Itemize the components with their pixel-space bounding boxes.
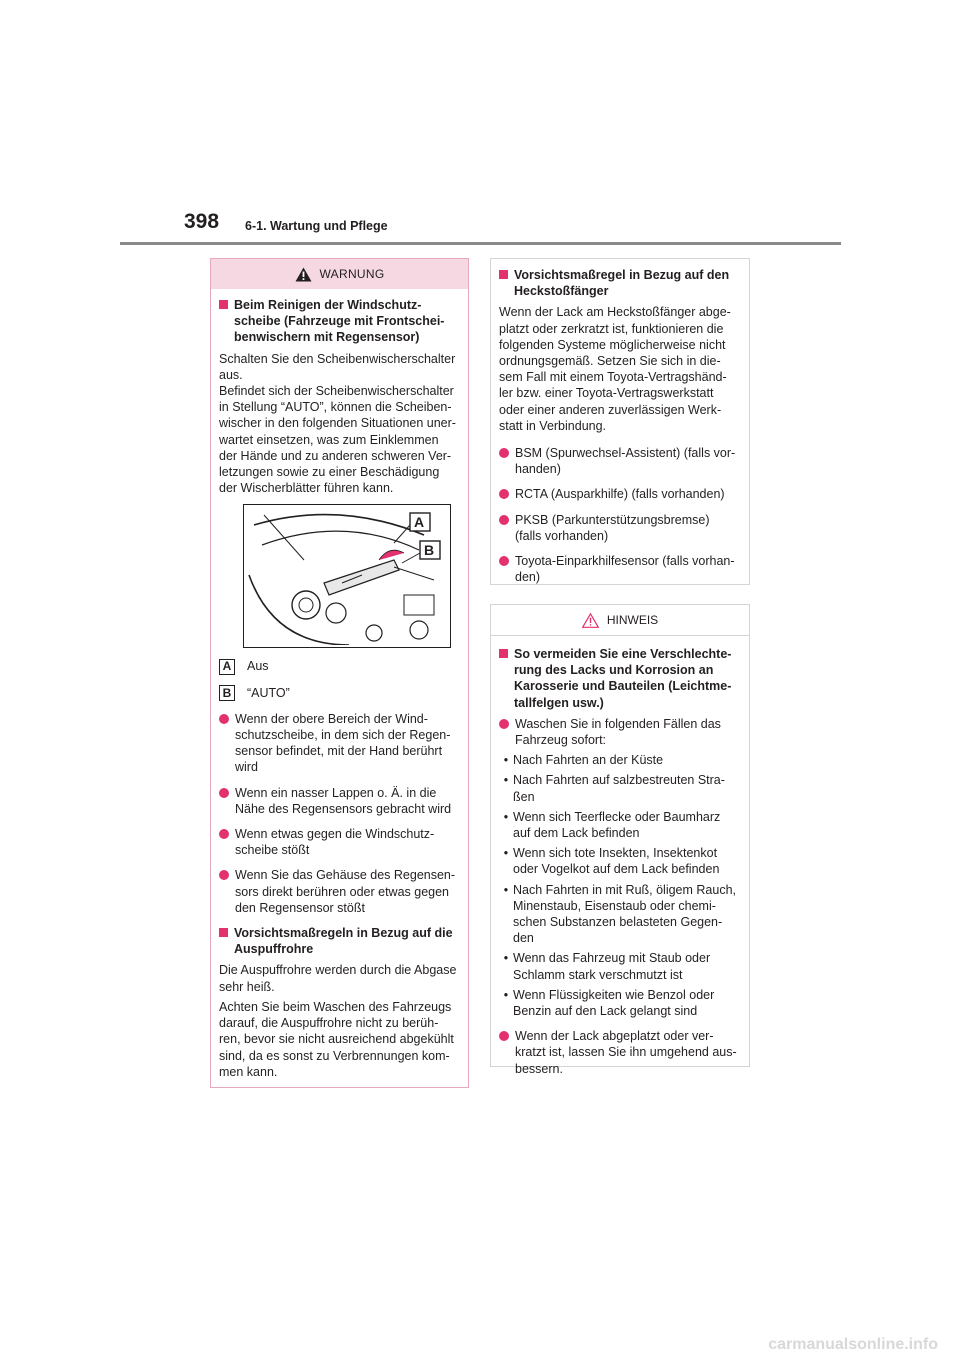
legend-b — [219, 685, 458, 701]
sub-bullet: • — [503, 987, 509, 1002]
paragraph: Wenn der Lack am Heckstoßfänger abge-platzt oder zerkratzt ist, funktionieren die folgenden Systeme möglicherweise nicht ordnungsgemäß. Setzen Sie sich in die-sem Fall mit einem Toyota-Vertragshänd-ler bzw. einer Toyota-Vertragswerkstatt oder einer anderen zuverlässigen Werk-statt in Verbindung. — [499, 305, 731, 433]
sub-bullet: • — [503, 773, 509, 788]
list-item-text: PKSB (Parkunterstützungsbremse) (falls vorhanden) — [515, 512, 710, 543]
bullet-dot — [219, 829, 229, 839]
hint-heading — [499, 646, 739, 711]
sub-item-text: Wenn sich tote Insekten, Insektenkot oder Vogelkot auf dem Lack befinden — [513, 846, 720, 877]
heading-text: Vorsichtsmaßregeln in Bezug auf die Auspuffrohre — [234, 926, 453, 957]
sub-item-text: Wenn Flüssigkeiten wie Benzol oder Benzin auf den Lack gelangt sind — [513, 987, 715, 1019]
list-item — [499, 512, 739, 544]
steering-column-drawing — [244, 505, 448, 645]
sub-item — [499, 845, 739, 877]
sub-item-text: Wenn sich Teerflecke oder Baumharz auf dem Lack befinden — [513, 809, 721, 841]
warning-heading-wiper — [219, 297, 458, 346]
hint-header — [491, 605, 749, 636]
sub-item — [499, 882, 739, 947]
paragraph: Die Auspuffrohre werden durch die Abgase sehr heiß. — [219, 963, 457, 994]
sub-bullet: • — [503, 846, 509, 861]
sub-bullet: • — [503, 753, 509, 768]
warning-title: WARNUNG — [319, 266, 385, 281]
sub-item — [499, 987, 739, 1019]
heading-text: Beim Reinigen der Windschutz-scheibe (Fahrzeuge mit Frontschei-benwischern mit Regensensor) — [234, 298, 445, 345]
bullet-dot — [219, 714, 229, 724]
figure-label-b: B — [424, 542, 435, 559]
bullet-dot — [499, 515, 509, 525]
section-title: 6-1. Wartung und Pflege — [245, 219, 388, 233]
bullet-dot — [499, 719, 509, 729]
paragraph: Achten Sie beim Waschen des Fahrzeugs darauf, die Auspuffrohre nicht zu berüh-ren, bevor sie nicht ausreichend abgekühlt sind, da es sonst zu Verbrennungen kom-men kann. — [219, 999, 454, 1079]
list-item-text: Wenn der obere Bereich der Wind-schutzscheibe, in dem sich der Regen-sensor befindet, mit der Hand berührt wird — [235, 711, 451, 775]
bullet-dot — [499, 489, 509, 499]
bullet-dot — [499, 1031, 509, 1041]
hint-box — [490, 604, 750, 1076]
header-rule — [120, 242, 841, 245]
square-marker — [499, 649, 508, 658]
watermark[interactable]: carmanualsonline.info — [768, 1336, 938, 1353]
list-item-text: Waschen Sie in folgenden Fällen das Fahrzeug sofort: — [515, 716, 721, 748]
warning-triangle-icon — [295, 267, 312, 282]
bullet-dot — [499, 556, 509, 566]
sub-item-text: Wenn das Fahrzeug mit Staub oder Schlamm stark verschmutzt ist — [513, 951, 711, 982]
sub-bullet: • — [503, 809, 509, 824]
square-marker — [219, 928, 228, 937]
list-item — [219, 711, 458, 776]
bumper-heading — [499, 267, 739, 299]
list-item-text: Wenn Sie das Gehäuse des Regensen-sors direkt berühren oder etwas gegen den Regensensor stößt — [235, 868, 456, 915]
legend-b-text: “AUTO” — [247, 685, 290, 700]
list-item-text: Wenn der Lack abgeplatzt oder ver-kratzt ist, lassen Sie ihn umgehend aus-bessern. — [515, 1029, 737, 1076]
page-number: 398 — [184, 210, 220, 233]
list-item-text: BSM (Spurwechsel-Assistent) (falls vor-handen) — [515, 446, 736, 477]
list-item — [499, 445, 739, 477]
legend-b-box: B — [219, 685, 235, 701]
square-marker — [219, 300, 228, 309]
wiper-switch-illustration — [243, 504, 451, 648]
list-item — [499, 486, 739, 502]
sub-item — [499, 950, 739, 982]
bullet-dot — [219, 788, 229, 798]
bumper-note-box — [490, 258, 750, 585]
sub-bullet: • — [503, 951, 509, 966]
legend-a-box: A — [219, 659, 235, 675]
list-item — [499, 716, 739, 748]
paragraph: Befindet sich der Scheibenwischerschalter in Stellung “AUTO”, können die Scheiben-wischer in den folgenden Situationen uner-wartet einsetzen, was zum Einklemmen der Hände und zu anderen schweren Ver-letzungen sowie zu einer Beschädigung der Wischerblätter führen kann. — [219, 384, 456, 496]
paragraph: Schalten Sie den Scheibenwischerschalter aus. — [219, 351, 456, 382]
sub-item — [499, 772, 739, 804]
list-item-text: Wenn etwas gegen die Windschutz-scheibe stößt — [235, 827, 435, 858]
legend-a-text: Aus — [247, 659, 269, 674]
caution-triangle-icon — [582, 613, 599, 628]
list-item — [499, 1028, 739, 1077]
list-item — [219, 826, 458, 858]
sub-item — [499, 809, 739, 841]
list-item-text: RCTA (Ausparkhilfe) (falls vorhanden) — [515, 487, 725, 502]
list-item — [219, 785, 458, 817]
bullet-dot — [219, 870, 229, 880]
sub-item — [499, 752, 739, 768]
sub-item-text: Nach Fahrten in mit Ruß, öligem Rauch, Minenstaub, Eisenstaub oder chemi-schen Substanzen belasteten Gegen-den — [513, 882, 737, 946]
warning-header — [211, 259, 468, 289]
heading-text: Vorsichtsmaßregel in Bezug auf den Heckstoßfänger — [514, 268, 730, 299]
heading-text: So vermeiden Sie eine Verschlechte-rung des Lacks und Korrosion an Karosserie und Bauteilen (Leichtme-tallfelgen usw.) — [514, 647, 732, 710]
square-marker — [499, 270, 508, 279]
sub-item-text: Nach Fahrten auf salzbestreuten Stra-ßen — [513, 773, 725, 804]
list-item — [499, 553, 739, 585]
legend-a — [219, 658, 458, 674]
list-item — [219, 867, 458, 916]
bullet-dot — [499, 448, 509, 458]
hint-title: HINWEIS — [606, 612, 659, 627]
sub-bullet: • — [503, 882, 509, 897]
sub-item-text: Nach Fahrten an der Küste — [513, 753, 664, 768]
warning-heading-exhaust — [219, 925, 458, 957]
warning-box — [210, 258, 469, 1088]
list-item-text: Wenn ein nasser Lappen o. Ä. in die Nähe des Regensensors gebracht wird — [235, 785, 452, 816]
figure-label-a: A — [414, 514, 425, 531]
list-item-text: Toyota-Einparkhilfesensor (falls vorhan-den) — [515, 554, 735, 585]
